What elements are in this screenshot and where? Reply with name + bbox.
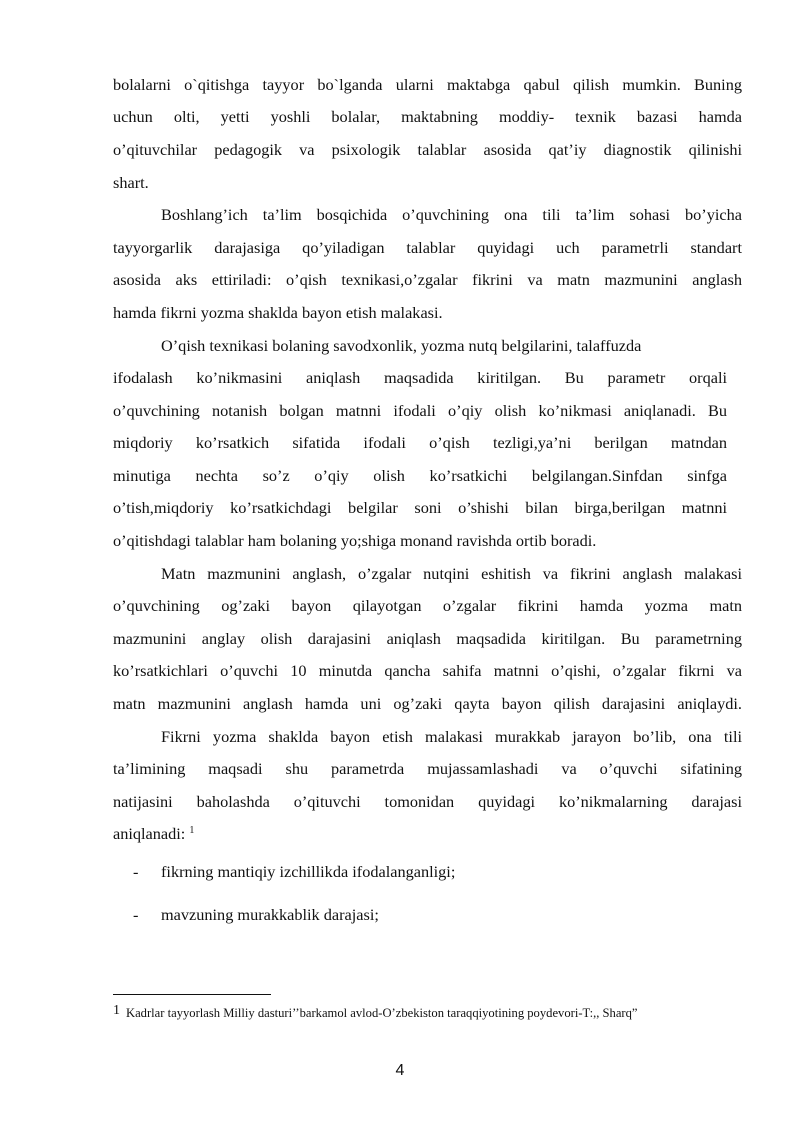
- footnote-text: Kadrlar tayyorlash Milliy dasturi’’barkamol avlod-O’zbekiston taraqqiyotining poydevori-T:,, Sharq”: [126, 1006, 638, 1020]
- text-line: o’qituvchilar pedagogik va psixologik talablar asosida qat’iy diagnostik qilinishi: [113, 140, 742, 159]
- text-line: uchun olti, yetti yoshli bolalar, maktabning moddiy- texnik bazasi hamda: [113, 107, 742, 126]
- text-line: matn mazmunini anglash hamda uni og’zaki qayta bayon qilish darajasini aniqlaydi.: [113, 694, 742, 713]
- footnote-number: 1: [113, 1003, 120, 1018]
- text-line: miqdoriy ko’rsatkich sifatida ifodali o’qish tezligi,ya’ni berilgan matndan: [113, 433, 727, 452]
- list-item: mavzuning murakkablik darajasi;: [161, 905, 379, 924]
- text-line: minutiga nechta so’z o’qiy olish ko’rsatkichi belgilangan.Sinfdan sinfga: [113, 466, 727, 485]
- text-line: asosida aks ettiriladi: o’qish texnikasi,o’zgalar fikrini va matn mazmunini anglash: [113, 270, 742, 289]
- paragraph-first-line: Fikrni yozma shaklda bayon etish malakasi murakkab jarayon bo’lib, ona tili: [161, 727, 742, 746]
- text-line-content: aniqlanadi:: [113, 824, 190, 843]
- text-line: bolalarni o`qitishga tayyor bo`lganda ularni maktabga qabul qilish mumkin. Buning: [113, 75, 742, 94]
- text-line: o’tish,miqdoriy ko’rsatkichdagi belgilar soni o’shishi bilan birga,berilgan matnni: [113, 498, 727, 517]
- text-line: ta’limining maqsadi shu parametrda mujassamlashadi va o’quvchi sifatining: [113, 759, 742, 778]
- footnote-reference[interactable]: 1: [189, 825, 195, 836]
- text-line: ko’rsatkichlari o’quvchi 10 minutda qancha sahifa matnni o’qishi, o’zgalar fikrni va: [113, 661, 742, 680]
- list-item: fikrning mantiqiy izchillikda ifodalanganligi;: [161, 862, 456, 881]
- paragraph-first-line: O’qish texnikasi bolaning savodxonlik, yozma nutq belgilarini, talaffuzda: [161, 336, 642, 355]
- text-line: natijasini baholashda o’qituvchi tomonidan quyidagi ko’nikmalarning darajasi: [113, 792, 742, 811]
- paragraph-first-line: Matn mazmunini anglash, o’zgalar nutqini eshitish va fikrini anglash malakasi: [161, 564, 742, 583]
- text-line: shart.: [113, 173, 149, 192]
- text-line: tayyorgarlik darajasiga qo’yiladigan talablar quyidagi uch parametrli standart: [113, 238, 742, 257]
- page-number: 4: [395, 1062, 405, 1079]
- text-line: mazmunini anglay olish darajasini aniqlash maqsadida kiritilgan. Bu parametrning: [113, 629, 742, 648]
- list-bullet: -: [133, 905, 139, 924]
- text-line: o’quvchining notanish bolgan matnni ifodali o’qiy olish ko’nikmasi aniqlanadi. Bu: [113, 401, 727, 420]
- text-line: o’qitishdagi talablar ham bolaning yo;shiga monand ravishda ortib boradi.: [113, 531, 597, 550]
- paragraph-first-line: Boshlang’ich ta’lim bosqichida o’quvchining ona tili ta’lim sohasi bo’yicha: [161, 205, 742, 224]
- text-line: o’quvchining og’zaki bayon qilayotgan o’zgalar fikrini hamda yozma matn: [113, 596, 742, 615]
- text-line: ifodalash ko’nikmasini aniqlash maqsadida kiritilgan. Bu parametr orqali: [113, 368, 727, 387]
- text-line: [113, 824, 742, 844]
- footnote: [113, 1005, 638, 1022]
- footnote-separator: [113, 994, 271, 995]
- list-bullet: -: [133, 862, 139, 881]
- text-line: hamda fikrni yozma shaklda bayon etish malakasi.: [113, 303, 443, 322]
